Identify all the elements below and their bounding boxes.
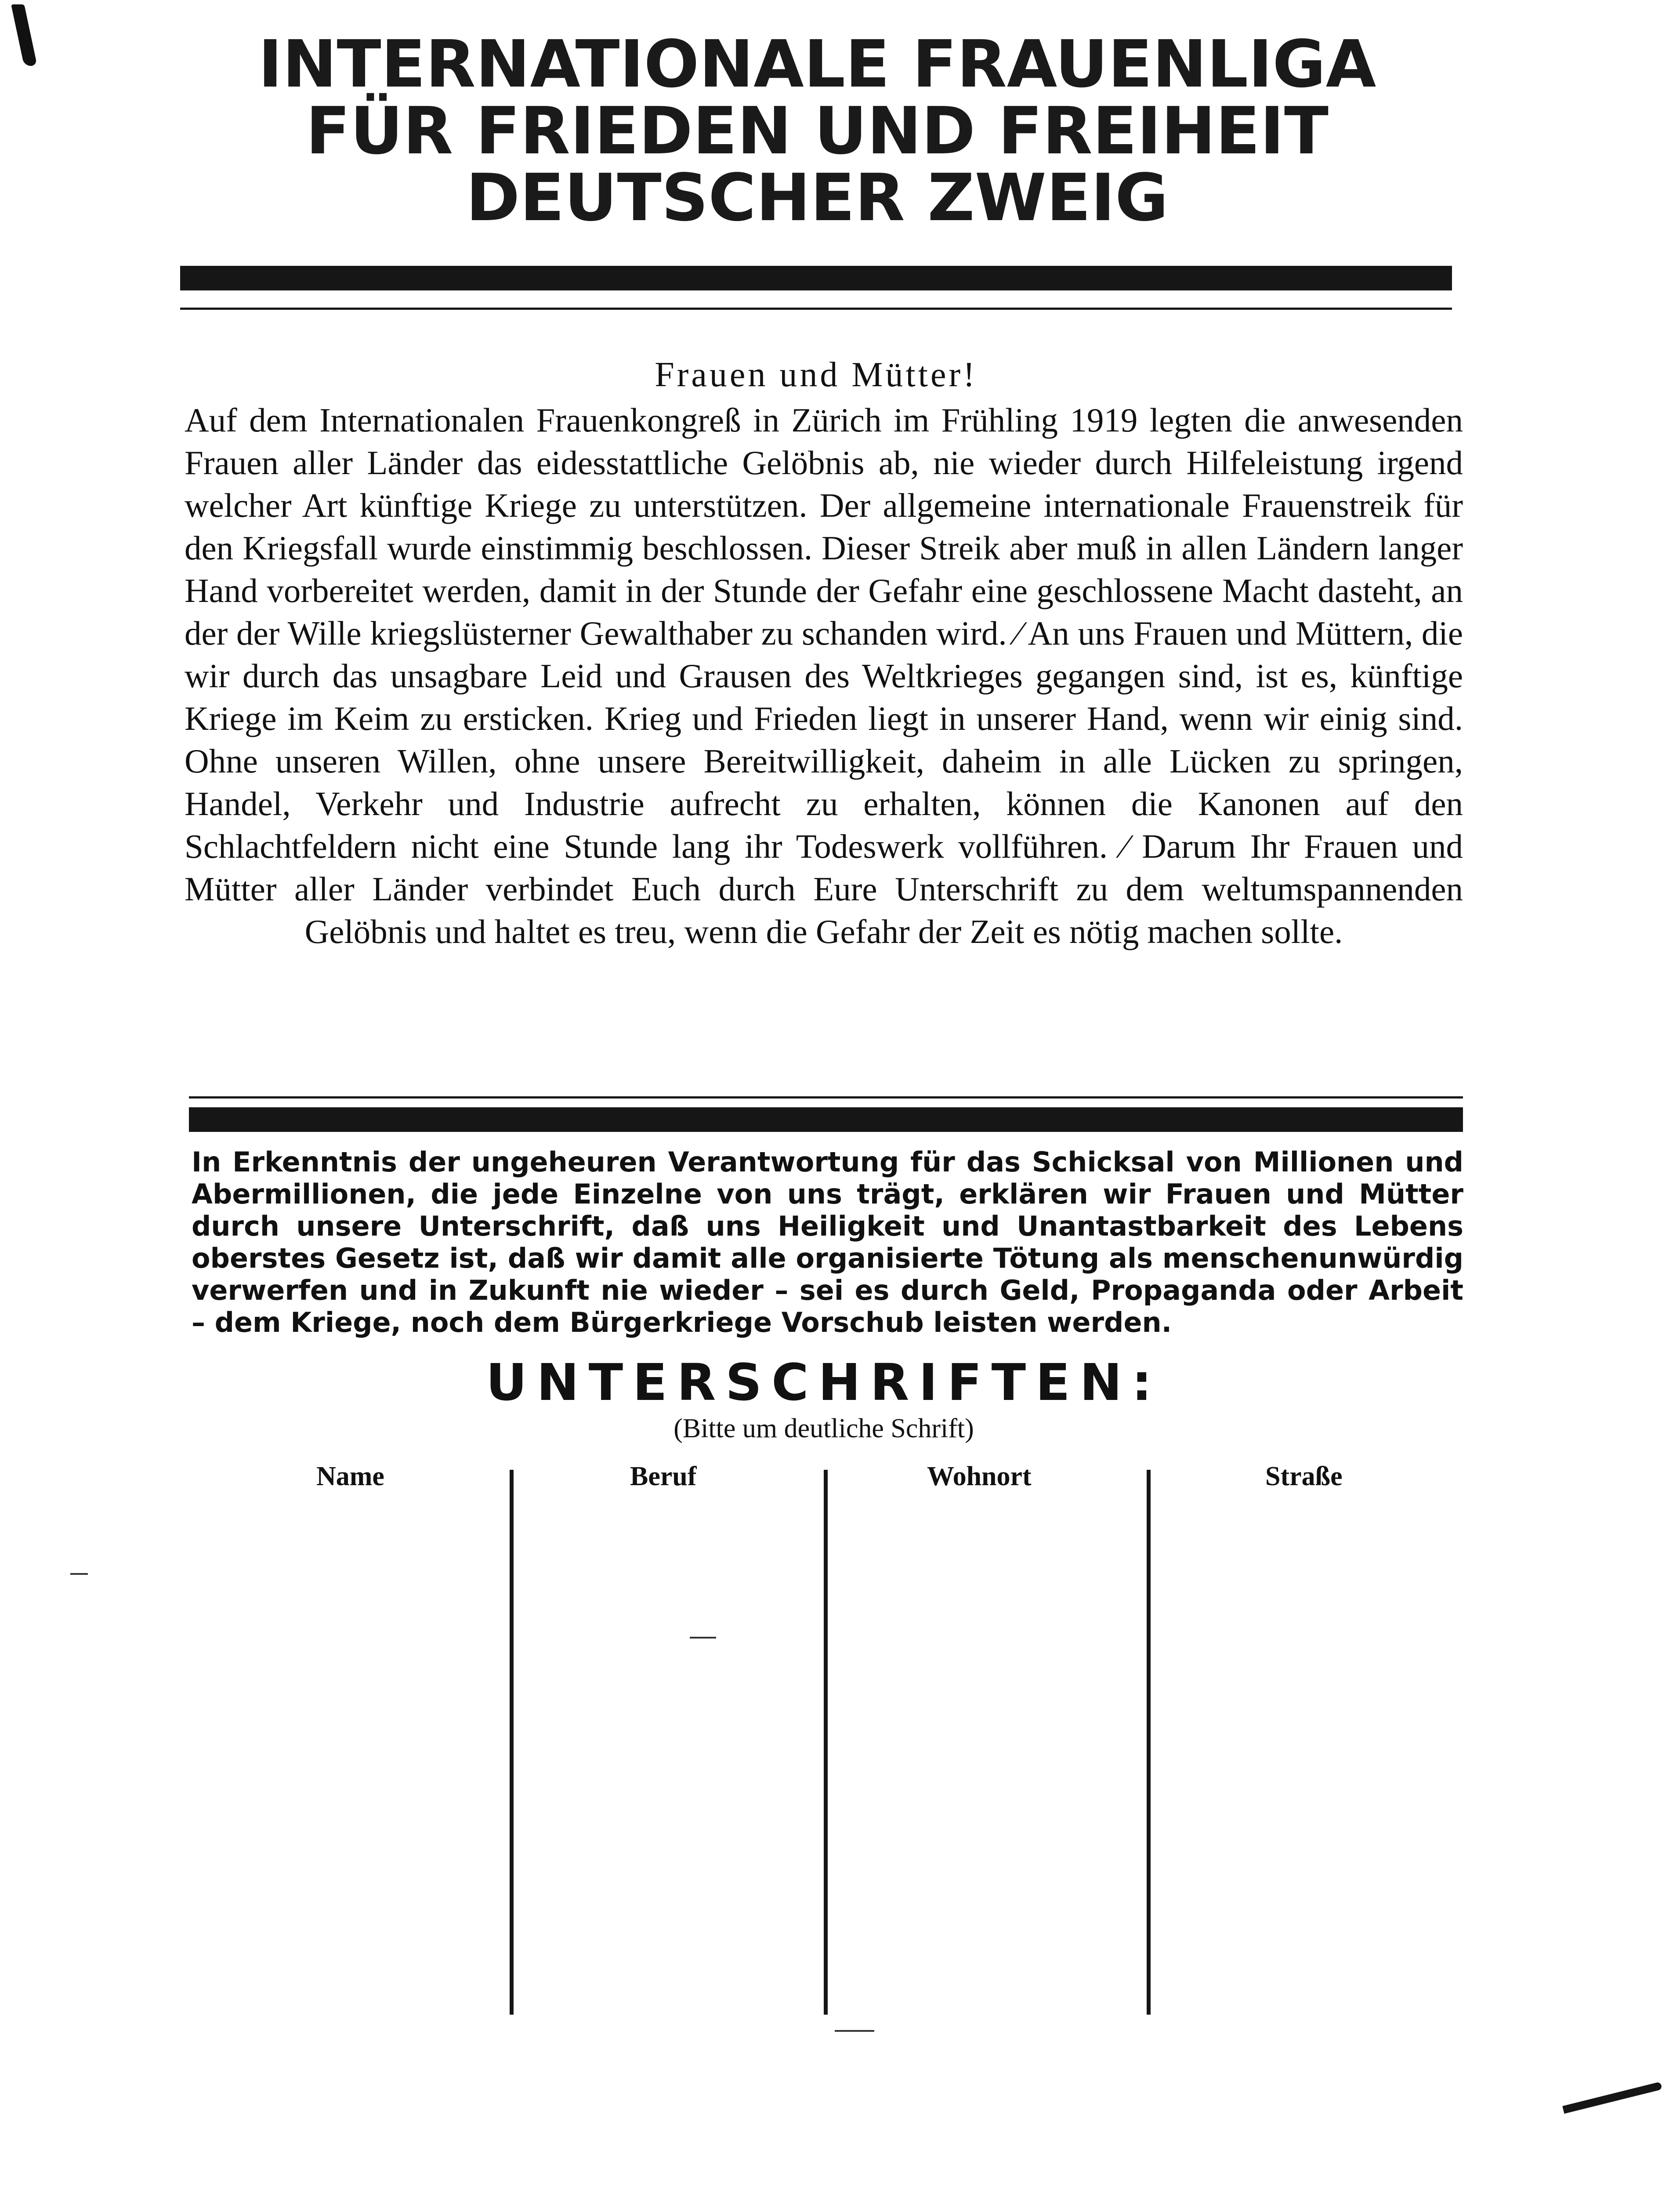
column-header-beruf: Beruf <box>630 1461 697 1491</box>
top-heavy-rule <box>180 266 1452 290</box>
pledge-text: In Erkenntnis der ungeheuren Verantwortung für das Schicksal von Millionen und Abermillionen, die jede Einzelne von uns trägt, erklären wir Frauen und Mütter durch unsere Unterschrift, daß uns Heiligkeit und Unantastbarkeit des Lebens oberstes Gesetz ist, daß wir damit alle organisierte Tötung als menschenunwürdig verwerfen und in Zukunft nie wieder – sei es durch Geld, Propaganda oder Arbeit – dem Kriege, noch dem Bürgerkriege Vorschub leisten werden. <box>192 1146 1463 1338</box>
column-divider <box>1147 1470 1151 2015</box>
column-divider <box>824 1470 828 2015</box>
masthead-line-2: FÜR FRIEDEN UND FREIHEIT <box>306 93 1329 169</box>
signatures-subtitle: (Bitte um deutliche Schrift) <box>673 1414 974 1443</box>
middle-heavy-rule <box>189 1107 1463 1132</box>
appeal-title: Frauen und Mütter! <box>655 355 978 394</box>
scan-speck <box>690 1637 716 1639</box>
appeal-body: Auf dem Internationalen Frauenkongreß in Zürich im Frühling 1919 legten die anwesenden Frauen aller Länder das eidesstattliche Gelöbnis ab, nie wieder durch Hilfeleistung irgend welcher Art künftige Kriege zu unterstützen. Der allgemeine internationale Frauenstreik für den Kriegsfall wurde einstimmig beschlossen. Dieser Streik aber muß in allen Ländern langer Hand vorbereitet werden, damit in der Stunde der Gefahr eine geschlossene Macht dasteht, an der der Wille kriegslüsterner Gewalthaber zu schanden wird. ⁄ An uns Frauen und Müttern, die wir durch das unsagbare Leid und Grausen des Weltkrieges gegangen sind, ist es, künftige Kriege im Keim zu ersticken. Krieg und Frieden liegt in unserer Hand, wenn wir einig sind. Ohne unseren Willen, ohne unsere Bereitwilligkeit, daheim in alle Lücken zu springen, Handel, Verkehr und Industrie aufrecht zu erhalten, können die Kanonen auf den Schlachtfeldern nicht eine Stunde lang ihr Todeswerk vollführen. ⁄ Darum Ihr Frauen und Mütter aller Länder verbindet Euch durch Eure Unterschrift zu dem weltumspannenden Gelöbnis und haltet es treu, wenn die Gefahr der Zeit es nötig machen sollte. <box>185 401 1463 950</box>
middle-thin-rule <box>189 1096 1463 1098</box>
column-header-strasse: Straße <box>1265 1461 1343 1491</box>
scan-speck <box>835 2030 874 2032</box>
masthead-line-1: INTERNATIONALE FRAUENLIGA <box>258 26 1376 102</box>
column-header-wohnort: Wohnort <box>927 1461 1032 1491</box>
masthead <box>176 26 1459 236</box>
masthead-line-3: DEUTSCHER ZWEIG <box>466 160 1169 236</box>
column-divider <box>510 1470 514 2015</box>
ink-mark <box>1562 2081 1662 2114</box>
top-thin-rule <box>180 308 1452 310</box>
ink-mark <box>11 4 37 66</box>
column-header-name: Name <box>316 1461 384 1491</box>
scan-speck <box>70 1573 88 1575</box>
signatures-title: UNTERSCHRIFTEN: <box>486 1353 1162 1412</box>
